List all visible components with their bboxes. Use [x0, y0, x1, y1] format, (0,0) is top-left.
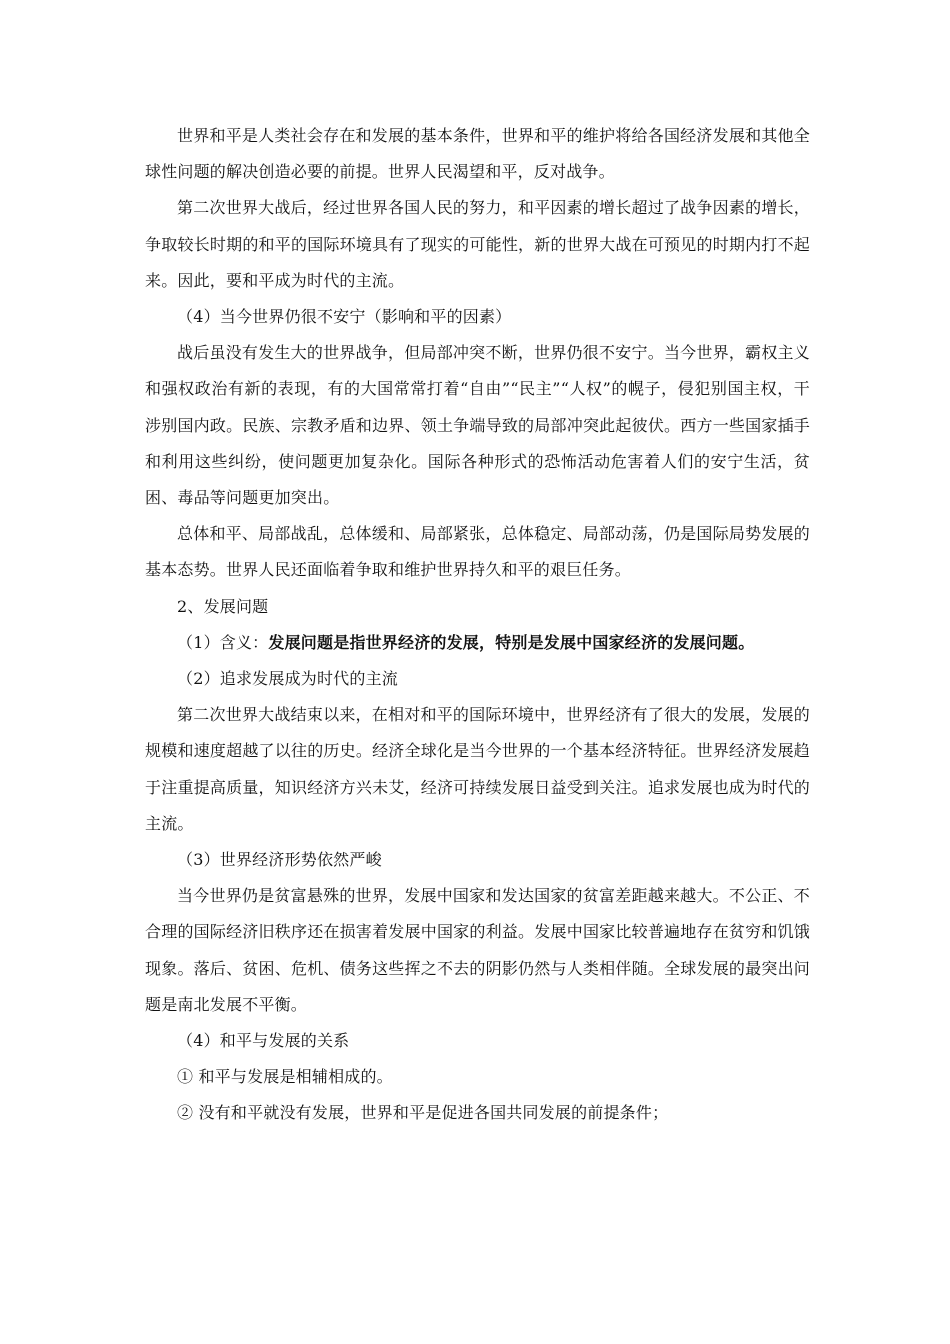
list-item-1: ① 和平与发展是相辅相成的。 [177, 1067, 393, 1087]
definition-label: （1）含义： [177, 632, 269, 652]
heading-economic-situation: （3）世界经济形势依然严峻 [177, 850, 382, 870]
heading-development-problem: 2、发展问题 [177, 596, 269, 616]
document-body [145, 118, 810, 1132]
definition-text: 发展问题是指世界经济的发展，特别是发展中国家经济的发展问题。 [268, 632, 755, 652]
heading-development-mainstream: （2）追求发展成为时代的主流 [177, 669, 398, 689]
list-item-2: ② 没有和平就没有发展，世界和平是促进各国共同发展的前提条件； [177, 1103, 669, 1123]
paragraph-local-conflicts: 战后虽没有发生大的世界战争，但局部冲突不断，世界仍很不安宁。当今世界，霸权主义和强权政治有新的表现，有的大国常常打着“自由”“民主”“人权”的幌子，侵犯别国主权，干涉别国内政。民族、宗教矛盾和边界、领土争端导致的局部冲突此起彼伏。西方一些国家插手和利用这些纠纷，使问题更加复杂化。国际各种形式的恐怖活动危害着人们的安宁生活，贫困、毒品等问题更加突出。 [145, 343, 810, 508]
paragraph-peace-condition: 世界和平是人类社会存在和发展的基本条件，世界和平的维护将给各国经济发展和其他全球性问题的解决创造必要的前提。世界人民渴望和平，反对战争。 [145, 126, 810, 182]
heading-peace-development-relation: （4）和平与发展的关系 [177, 1031, 350, 1051]
paragraph-postwar-peace: 第二次世界大战后，经过世界各国人民的努力，和平因素的增长超过了战争因素的增长，争取较长时期的和平的国际环境具有了现实的可能性，新的世界大战在可预见的时期内打不起来。因此，要和平成为时代的主流。 [145, 198, 810, 290]
paragraph-basic-situation: 总体和平、局部战乱，总体缓和、局部紧张，总体稳定、局部动荡，仍是国际局势发展的基本态势。世界人民还面临着争取和维护世界持久和平的艰巨任务。 [145, 524, 810, 580]
paragraph-wealth-gap: 当今世界仍是贫富悬殊的世界，发展中国家和发达国家的贫富差距越来越大。不公正、不合理的国际经济旧秩序还在损害着发展中国家的利益。发展中国家比较普遍地存在贫穷和饥饿现象。落后、贫困、危机、债务这些挥之不去的阴影仍然与人类相伴随。全球发展的最突出问题是南北发展不平衡。 [145, 886, 810, 1014]
paragraph-economic-growth: 第二次世界大战结束以来，在相对和平的国际环境中，世界经济有了很大的发展，发展的规模和速度超越了以往的历史。经济全球化是当今世界的一个基本经济特征。世界经济发展趋于注重提高质量，知识经济方兴未艾，经济可持续发展日益受到关注。追求发展也成为时代的主流。 [145, 705, 810, 833]
paragraph-definition [145, 625, 810, 661]
heading-world-unrest: （4）当今世界仍很不安宁（影响和平的因素） [177, 307, 512, 327]
